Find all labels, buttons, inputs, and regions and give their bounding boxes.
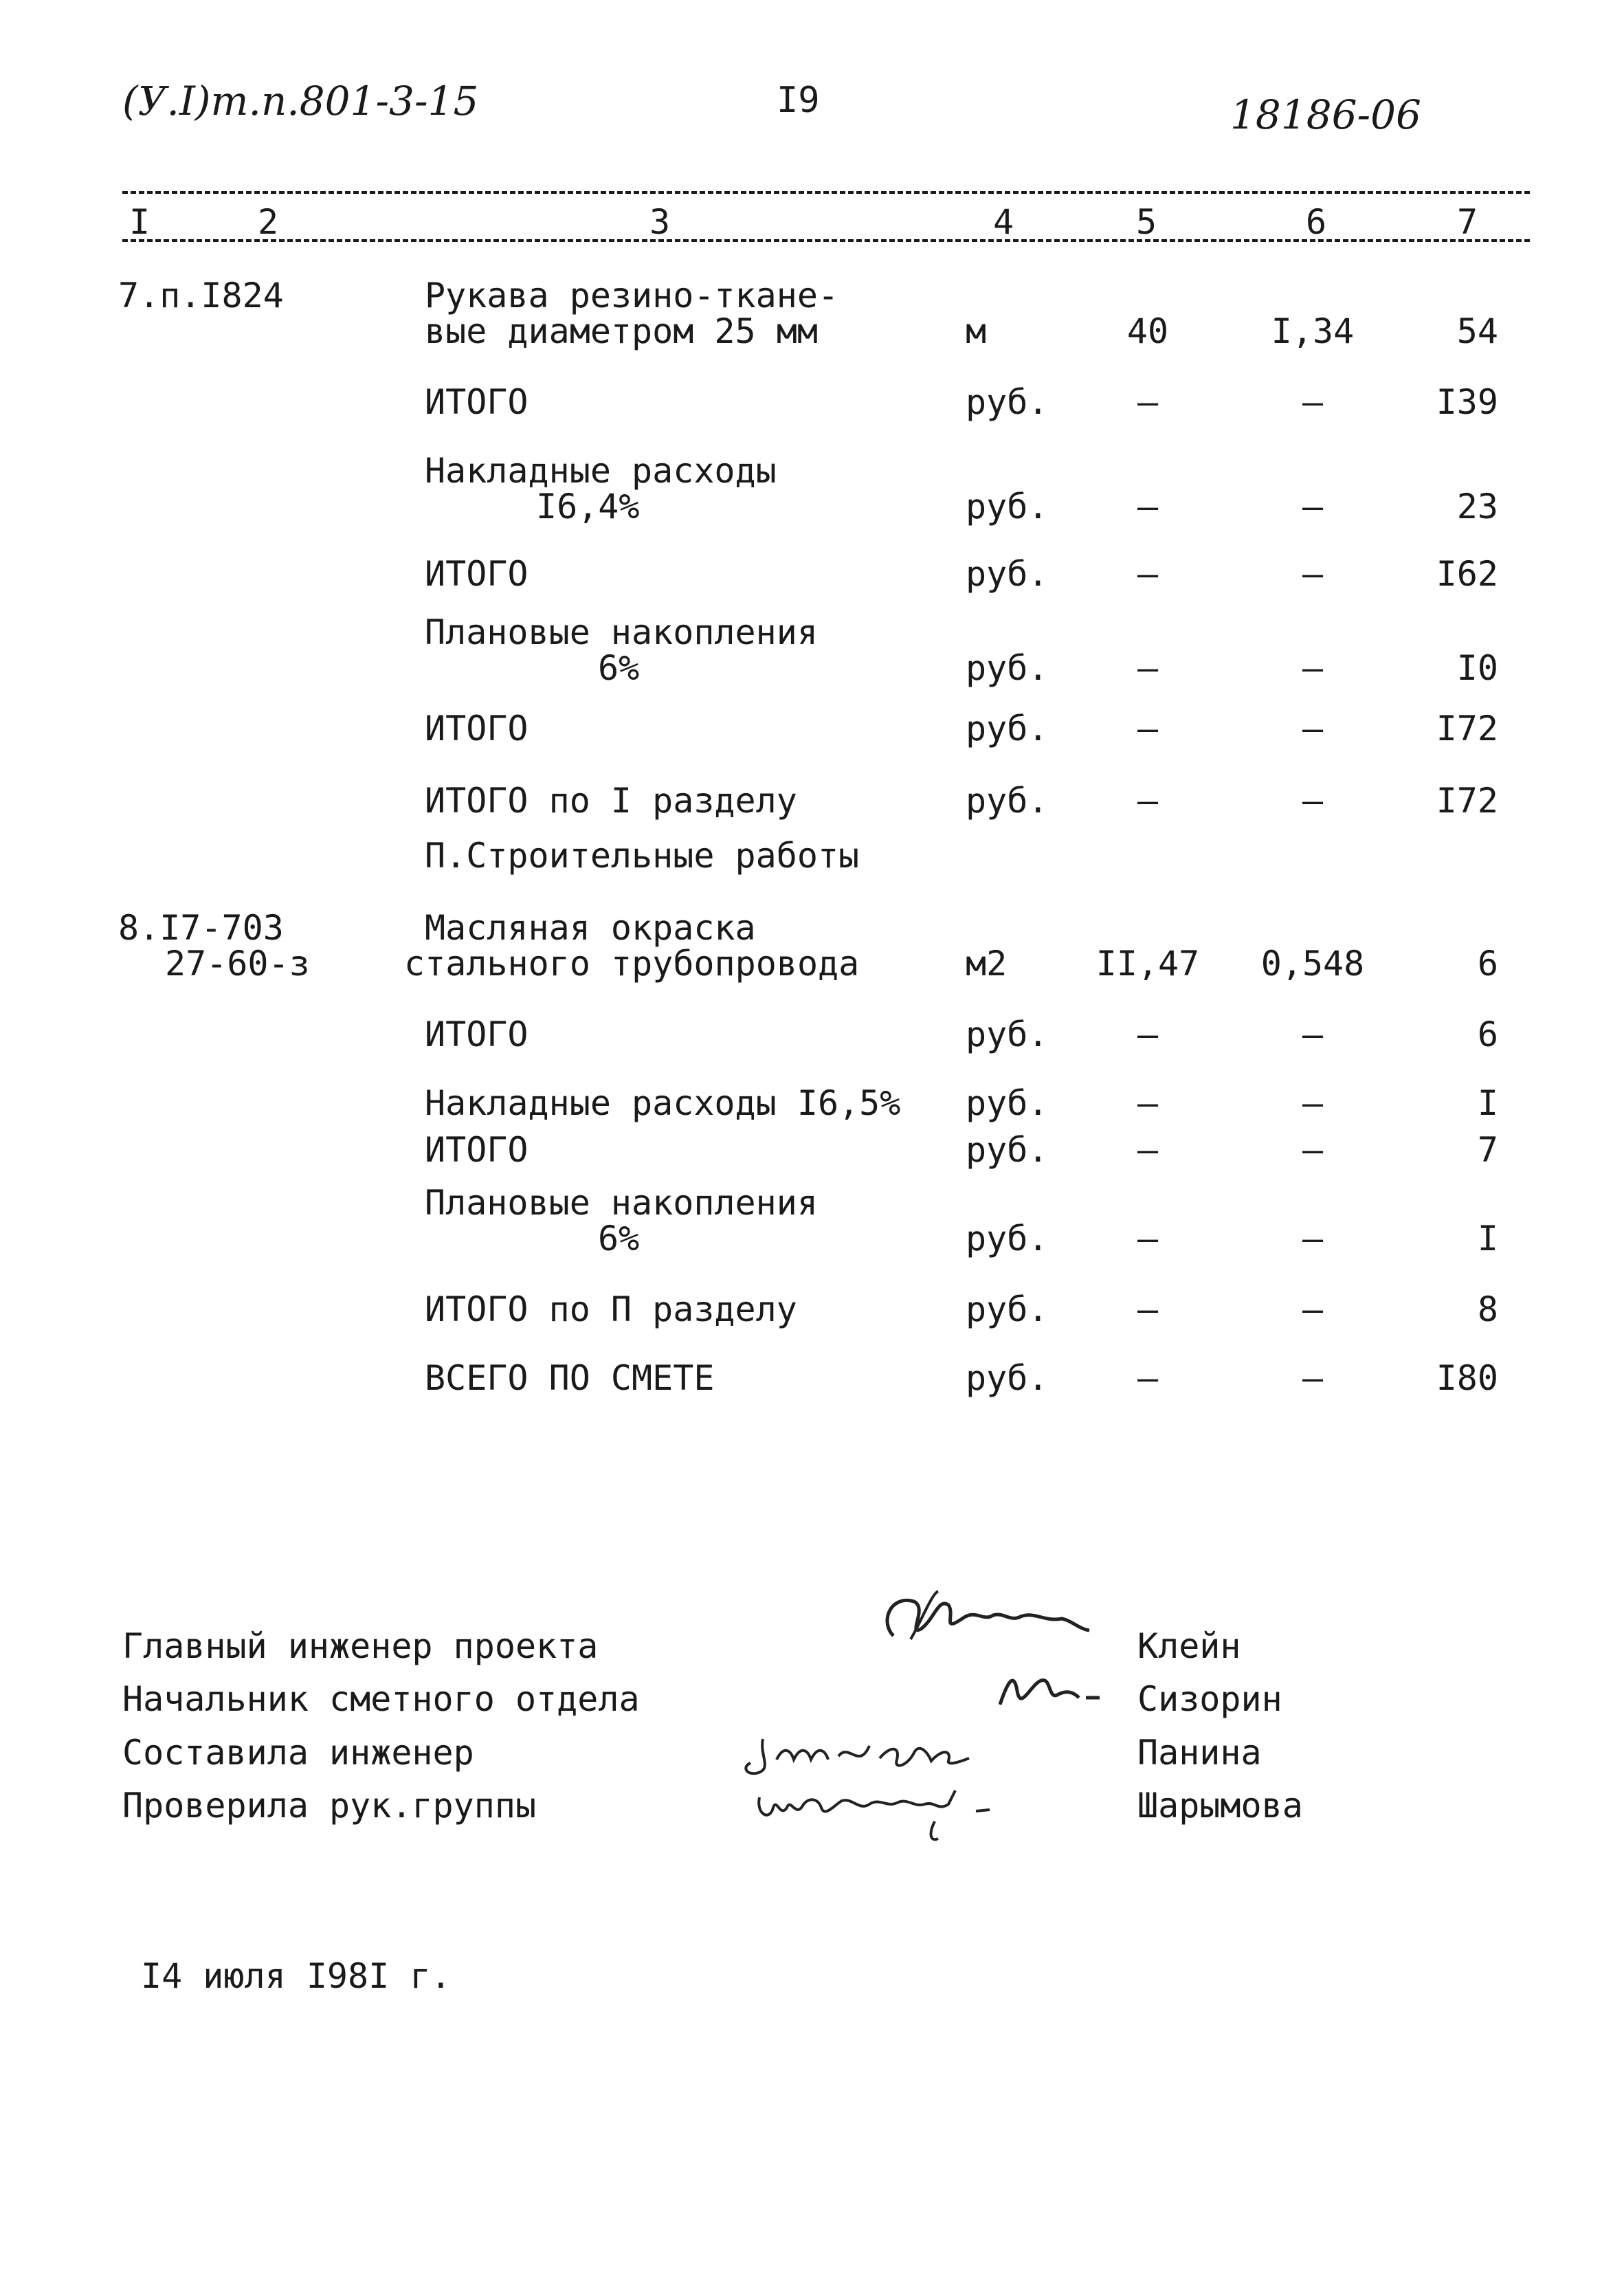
- row-unit: руб.: [966, 781, 1049, 821]
- row-unit: м: [966, 311, 987, 351]
- row-price: –: [1302, 382, 1324, 422]
- column-header-7: 7: [1457, 202, 1478, 242]
- row-unit: руб.: [966, 1358, 1049, 1398]
- signature-role: Главный инженер проекта: [122, 1626, 599, 1666]
- column-header-5: 5: [1136, 202, 1157, 242]
- row-code: 7.п.I824: [118, 276, 284, 315]
- row-unit: руб.: [966, 1289, 1049, 1329]
- signature-sizorin-mark: [993, 1663, 1103, 1718]
- row-unit: руб.: [966, 1083, 1049, 1123]
- row-unit: м2: [966, 944, 1008, 984]
- row-qty: 40: [1126, 311, 1169, 351]
- row-unit: руб.: [966, 1130, 1049, 1170]
- row-unit: руб.: [966, 554, 1049, 594]
- row-total: 23: [1456, 487, 1498, 526]
- row-description: Рукава резино-ткане-: [425, 276, 839, 315]
- row-total: 7: [1477, 1130, 1498, 1170]
- signature-name: Сизорин: [1137, 1679, 1282, 1719]
- signature-role: Составила инженер: [122, 1733, 474, 1773]
- row-unit: руб.: [966, 709, 1049, 749]
- row-total: I80: [1436, 1358, 1498, 1398]
- column-header-3: 3: [649, 202, 671, 242]
- row-qty: –: [1137, 1289, 1159, 1329]
- row-description: Плановые накопления: [425, 612, 818, 652]
- row-total: I: [1477, 1219, 1498, 1259]
- column-header-6: 6: [1306, 202, 1327, 242]
- row-description: ИТОГО: [425, 709, 529, 749]
- signature-sharymova-mark: [742, 1770, 1031, 1845]
- row-qty: –: [1137, 648, 1159, 688]
- row-price: –: [1302, 1083, 1324, 1123]
- signature-klein-mark: [873, 1581, 1100, 1656]
- row-total: I: [1477, 1083, 1498, 1123]
- row-price: –: [1302, 1130, 1324, 1170]
- row-total: 6: [1477, 944, 1498, 984]
- row-description: ИТОГО по П разделу: [425, 1289, 797, 1329]
- row-description: I6,4%: [536, 487, 640, 526]
- row-price: I,34: [1271, 311, 1355, 351]
- row-price: –: [1302, 1219, 1324, 1259]
- row-qty: –: [1137, 1130, 1159, 1170]
- row-description: Накладные расходы: [425, 451, 777, 491]
- table-top-rule: [122, 191, 1530, 194]
- row-qty: II,47: [1095, 944, 1200, 984]
- signature-name: Клейн: [1137, 1626, 1241, 1666]
- page-number: I9: [777, 80, 820, 121]
- signature-name: Шарымова: [1137, 1786, 1303, 1826]
- row-description: Плановые накопления: [425, 1183, 818, 1223]
- row-price: 0,548: [1260, 944, 1365, 984]
- row-code: 27-60-з: [165, 944, 310, 984]
- row-price: –: [1302, 1289, 1324, 1329]
- column-header-1: I: [129, 202, 151, 242]
- row-description: ИТОГО: [425, 382, 529, 422]
- row-description: вые диаметром 25 мм: [425, 311, 818, 351]
- row-description: П.Строительные работы: [425, 836, 860, 876]
- row-description: 6%: [598, 1219, 640, 1259]
- row-description: ВСЕГО ПО СМЕТЕ: [425, 1358, 715, 1398]
- row-code: 8.I7-703: [118, 908, 284, 948]
- document-code: (У.I)т.п.801-3-15: [122, 78, 479, 124]
- row-description: ИТОГО: [425, 1130, 529, 1170]
- row-total: 54: [1456, 311, 1498, 351]
- row-qty: –: [1137, 554, 1159, 594]
- row-price: –: [1302, 554, 1324, 594]
- row-price: –: [1302, 487, 1324, 526]
- row-total: I62: [1436, 554, 1498, 594]
- row-unit: руб.: [966, 487, 1049, 526]
- row-description: ИТОГО по I разделу: [425, 781, 797, 821]
- row-description: стального трубопровода: [404, 944, 860, 984]
- table-header-rule: [122, 239, 1530, 242]
- row-price: –: [1302, 1358, 1324, 1398]
- row-description: Накладные расходы I6,5%: [425, 1083, 901, 1123]
- row-qty: –: [1137, 1014, 1159, 1054]
- row-total: I0: [1456, 648, 1498, 688]
- row-total: I39: [1436, 382, 1498, 422]
- row-price: –: [1302, 1014, 1324, 1054]
- row-qty: –: [1137, 487, 1159, 526]
- row-price: –: [1302, 709, 1324, 749]
- row-description: ИТОГО: [425, 554, 529, 594]
- row-total: 6: [1477, 1014, 1498, 1054]
- row-description: 6%: [598, 648, 640, 688]
- row-description: Масляная окраска: [425, 908, 756, 948]
- signature-role: Начальник сметного отдела: [122, 1679, 640, 1719]
- row-qty: –: [1137, 1083, 1159, 1123]
- column-header-4: 4: [993, 202, 1014, 242]
- row-total: 8: [1477, 1289, 1498, 1329]
- row-qty: –: [1137, 382, 1159, 422]
- row-qty: –: [1137, 1358, 1159, 1398]
- signature-name: Панина: [1137, 1733, 1262, 1773]
- row-unit: руб.: [966, 1219, 1049, 1259]
- signature-role: Проверила рук.группы: [122, 1786, 537, 1826]
- document-date: I4 июля I98I г.: [141, 1956, 452, 1996]
- row-price: –: [1302, 781, 1324, 821]
- column-header-2: 2: [258, 202, 279, 242]
- archive-number: 18186-06: [1230, 91, 1421, 138]
- row-qty: –: [1137, 1219, 1159, 1259]
- row-unit: руб.: [966, 382, 1049, 422]
- row-total: I72: [1436, 781, 1498, 821]
- row-total: I72: [1436, 709, 1498, 749]
- row-price: –: [1302, 648, 1324, 688]
- row-unit: руб.: [966, 648, 1049, 688]
- row-qty: –: [1137, 709, 1159, 749]
- row-qty: –: [1137, 781, 1159, 821]
- row-description: ИТОГО: [425, 1014, 529, 1054]
- row-unit: руб.: [966, 1014, 1049, 1054]
